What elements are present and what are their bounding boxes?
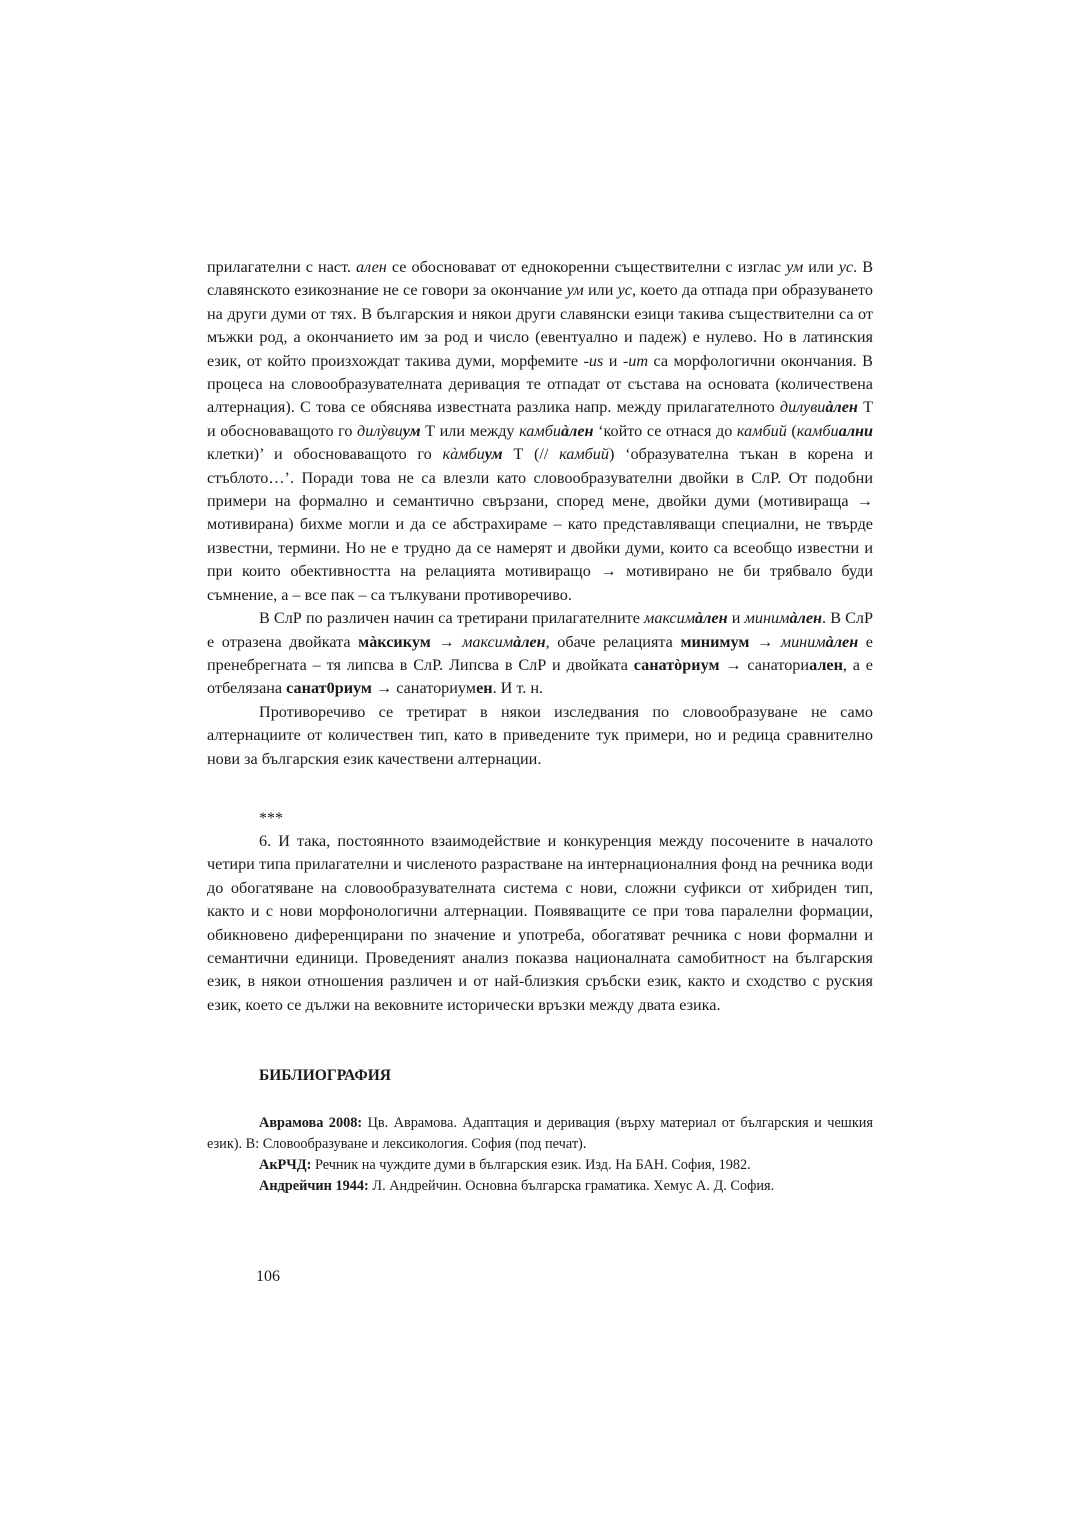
bibliography-entry: АкРЧД: Речник на чуждите думи в българския език. Изд. На БАН. София, 1982. bbox=[259, 1157, 751, 1174]
document-body bbox=[207, 256, 873, 1197]
page-number: 106 bbox=[256, 1268, 280, 1285]
paragraph-conclusion: 6. И така, постоянното взаимодействие и конкуренция между посочените в началото четири типа прилагателни и численото разрастване на интернационалния фонд на речника води до обогатяване на словообразувателната система с нови, сложни суфикси от хибриден тип, както и с нови морфонологични алтернации. Появяващите се при това паралелни формации, обикновено диференцирани по значение и употреба, обогатяват речника с нови формални и семантични единици. Проведеният анализ показва националната самобитност на българския език, в някои отношения различен и от най-близкия сръбски език, както и сходство с руския език, което се дължи на вековните исторически връзки между двата езика. bbox=[207, 831, 873, 1014]
paragraph-slr-treatment: В СлР по различен начин са третирани прилагателните максимàлен и минимàлен. В СлР е отразена двойката мàксикум → максимàлен, обаче релацията минимум → минимàлен е пренебрегната – тя липсва в СлР. Липсва в СлР и двойката санатòриум → санаториален, а е отбелязана санат0риум → санаториумен. И т. н. bbox=[207, 609, 874, 698]
paragraph-contradictory: Противоречиво се третират в някои изследвания по словообразуване не само алтернациите от количествен тип, като в приведените тук примери, но и редица сравнително нови за българския език качествени алтернации. bbox=[207, 702, 873, 768]
paragraph-suffix-alen: прилагателни с наст. ален се обосновават от еднокоренни съществителни с изглас ум или ус. В славянското езикознание не се говори за окончание ум или ус, което да отпада при образуването на други думи от тях. В българския и някои други славянски езици такива съществителни са от мъжки род, а окончанието им за род и число (евентуално и падеж) е нулево. Но в латинския език, от който произхождат такива думи, морфемите -us и -um са морфологични окончания. В процеса на словообразувателната деривация те отпадат от състава на основата (количествена алтернация). С това се обяснява известната разлика напр. между прилагателното дилувиàлен Т и обосноваващото го дилỳвиум Т или между камбиàлен ‘който се отнася до камбий (камбиални клетки)’ и обосноваващото го кàмбиум Т (// камбий) ‘образувателна тъкан в корена и стъблото…’. Поради това не са влезли като словообразувателни двойки в СлР. От подобни примери на формално и семантично свързани, според мене, двойки думи (мотивираща → мотивирана) бихме могли и да се абстрахираме – като представляващи специални, не твърде известни, термини. Но не е трудно да се намерят и двойки думи, които са всеобщо известни и при които обективността на релацията мотивиращо → мотивирано не би трябвало буди съмнение, а – все пак – са тълкувани противоречиво. bbox=[207, 258, 874, 604]
section-separator: *** bbox=[259, 809, 283, 827]
bibliography-heading: БИБЛИОГРАФИЯ bbox=[259, 1067, 391, 1085]
bibliography-entry: Андрейчин 1944: Л. Андрейчин. Основна българска граматика. Хемус А. Д. София. bbox=[259, 1178, 775, 1195]
bibliography-entry: Аврамова 2008: Цв. Аврамова. Адаптация и деривация (върху материал от българския и чешкия език). В: Словообразуване и лексикология. София (под печат). bbox=[207, 1115, 873, 1153]
